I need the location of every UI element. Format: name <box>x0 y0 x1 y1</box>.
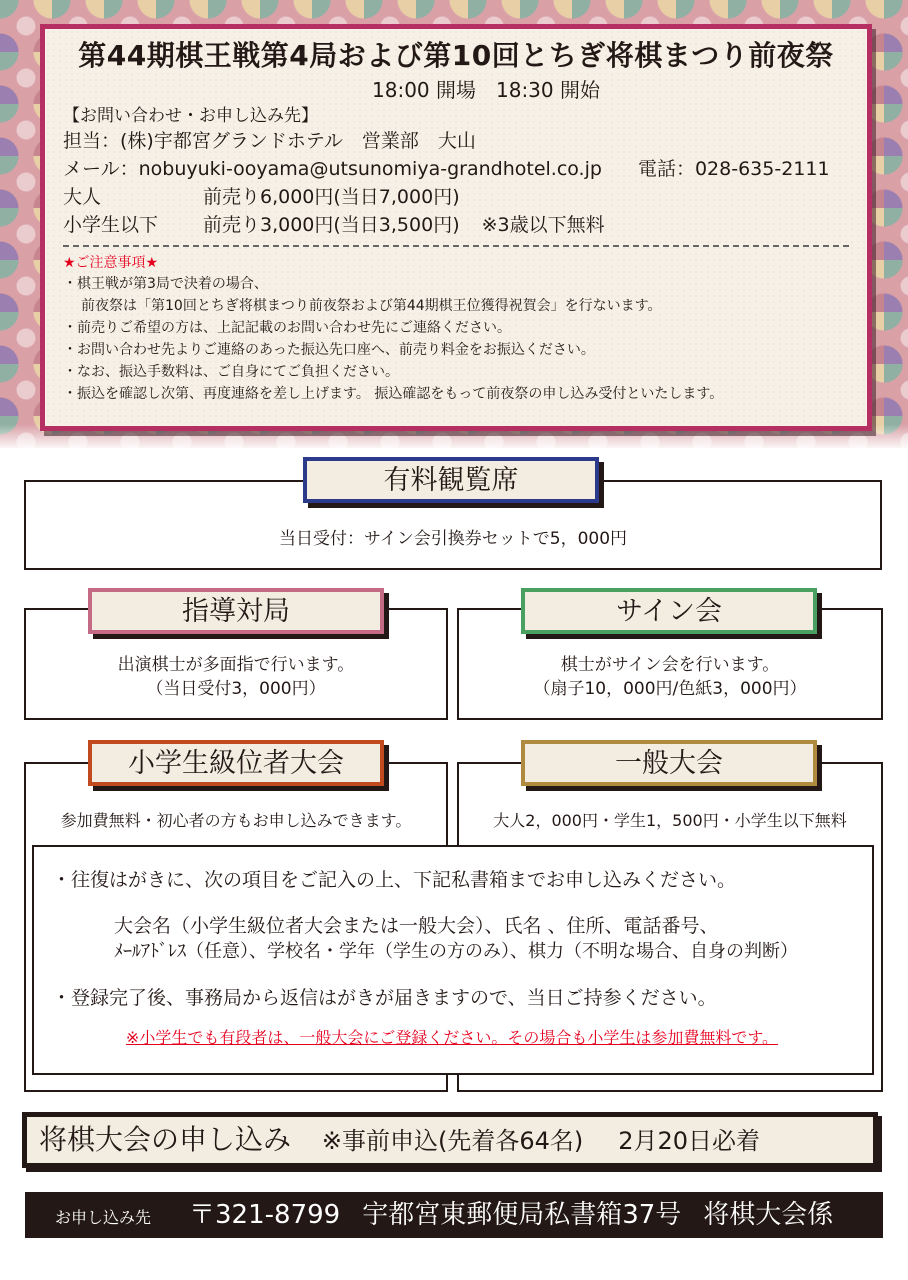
address-recipient: 将棋大会係 <box>703 1200 834 1230</box>
elementary-tournament-heading: 小学生級位者大会 <box>88 740 384 786</box>
notice-item: ・なお、振込手数料は、ご自身にてご負担ください。 <box>63 364 399 380</box>
notice-item: ・前売りご希望の方は、上記記載のお問い合わせ先にご連絡ください。 <box>63 320 511 336</box>
general-tournament-heading: 一般大会 <box>521 740 817 786</box>
contact-email: メール：nobuyuki-ooyama@utsunomiya-grandhotel.co.jp <box>63 158 602 180</box>
adult-price-row <box>63 183 849 211</box>
autograph-line2: （扇子10，000円/色紙3，000円） <box>533 679 807 699</box>
child-price: 前売り3,000円(当日3,500円) <box>203 214 460 236</box>
contact-row <box>63 155 849 183</box>
contact-heading: 【お問い合わせ・お申し込み先】 <box>63 106 318 126</box>
notice-item: ・お問い合わせ先よりご連絡のあった振込先口座へ、前売り料金をお振込ください。 <box>63 342 595 358</box>
event-time: 18:00 開場 18:30 開始 <box>372 78 600 102</box>
teaching-games-line2: （当日受付3，000円） <box>146 679 326 699</box>
notice-item: ・振込を確認し次第、再度連絡を差し上げます。 振込確認をもって前夜祭の申し込み受付といたします。 <box>63 386 724 402</box>
apply-instruction-4: ・登録完了後、事務局から返信はがきが届きますので、当日ご持参ください。 <box>52 987 717 1009</box>
address-bar <box>25 1192 883 1238</box>
autograph-line1: 棋士がサイン会を行います。 <box>560 655 780 675</box>
event-info-card <box>40 24 872 431</box>
apply-banner-advance: ※事前申込(先着各64名) <box>321 1127 584 1155</box>
dashed-divider <box>63 245 849 247</box>
child-label: 小学生以下 <box>63 214 159 236</box>
elementary-tournament-text: 参加費無料・初心者の方もお申し込みできます。 <box>60 811 412 830</box>
apply-banner-deadline: 2月20日必着 <box>618 1127 761 1155</box>
autograph-heading: サイン会 <box>521 588 817 634</box>
adult-price: 前売り6,000円(当日7,000円) <box>203 186 460 208</box>
paid-seats-text: 当日受付：サイン会引換券セットで5，000円 <box>278 529 628 549</box>
apply-instruction-2: 大会名（小学生級位者大会または一般大会）、氏名 、住所、電話番号、 <box>114 915 719 937</box>
contact-person: 担当：(株)宇都宮グランドホテル 営業部 大山 <box>63 130 476 152</box>
general-tournament-text: 大人2，000円・学生1，500円・小学生以下無料 <box>493 811 847 830</box>
child-price-row <box>63 211 849 239</box>
child-free-note: ※3歳以下無料 <box>481 214 605 236</box>
paid-seats-heading: 有料観覧席 <box>303 457 599 503</box>
event-title: 第44期棋王戦第4局および第10回とちぎ将棋まつり前夜祭 <box>78 39 834 72</box>
address-postal: 〒321-8799 <box>189 1200 341 1230</box>
teaching-games-heading: 指導対局 <box>88 588 384 634</box>
adult-label: 大人 <box>63 186 102 208</box>
apply-red-note: ※小学生でも有段者は、一般大会にご登録ください。その場合も小学生は参加費無料です。 <box>125 1028 779 1047</box>
notice-title: ★ご注意事項★ <box>63 255 159 271</box>
application-instructions-box <box>32 845 874 1075</box>
apply-instruction-3: ﾒｰﾙｱﾄﾞﾚｽ（任意）、学校名・学年（学生の方のみ）、棋力（不明な場合、自身の判断） <box>114 941 798 962</box>
address-po-box: 宇都宮東郵便局私書箱37号 <box>362 1200 682 1230</box>
apply-instruction-1: ・往復はがきに、次の項目をご記入の上、下記私書箱までお申し込みください。 <box>52 869 737 891</box>
apply-banner <box>22 1112 878 1168</box>
address-label: お申し込み先 <box>55 1208 152 1227</box>
apply-banner-title: 将棋大会の申し込み <box>39 1123 292 1156</box>
contact-phone: 電話：028-635-2111 <box>637 158 830 180</box>
notice-item: ・棋王戦が第3局で決着の場合、 <box>63 276 268 292</box>
teaching-games-line1: 出演棋士が多面指で行います。 <box>117 655 355 675</box>
notice-item: 前夜祭は「第10回とちぎ将棋まつり前夜祭および第44期棋王位獲得祝賀会」を行ないます。 <box>81 298 662 314</box>
